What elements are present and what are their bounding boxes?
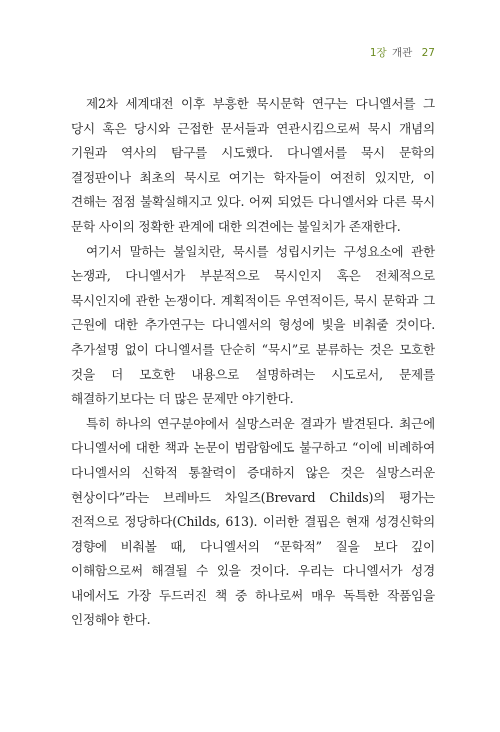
chapter-label: 1장: [369, 47, 387, 59]
page-number: 27: [421, 47, 435, 59]
body-text: [71, 92, 435, 633]
chapter-title: 개관: [391, 47, 413, 59]
paragraph-1: 제2차 세계대전 이후 부흥한 묵시문학 연구는 다니엘서를 그 당시 혹은 당시와 근접한 문서들과 연관시킴으로써 묵시 개념의 기원과 역사의 탐구를 시도했다. 다니엘서를 묵시 문학의 결정판이나 최초의 묵시로 여기는 학자들이 여전히 있지만, 이 견해는 점점 불확실해지고 있다. 어찌 되었든 다니엘서와 다른 묵시 문학 사이의 정확한 관계에 대한 의견에는 불일치가 존재한다.: [71, 96, 435, 234]
paragraph-3: 특히 하나의 연구분야에서 실망스러운 결과가 발견된다. 최근에 다니엘서에 대한 책과 논문이 범람함에도 불구하고 “이에 비례하여 다니엘서의 신학적 통찰력이 증대하지 않은 것은 실망스러운 현상이다”라는 브레바드 차일즈(Brevard Childs)의 평가는 전적으로 정당하다(Childs, 613). 이러한 결핍은 현재 성경신학의 경향에 비춰볼 때, 다니엘서의 “문학적” 질을 보다 깊이 이해함으로써 해결될 수 있을 것이다. 우리는 다니엘서가 성경 내에서도 가장 두드러진 책 중 하나로써 매우 독특한 작품임을 인정해야 한다.: [71, 415, 435, 628]
running-header: [370, 45, 435, 60]
paragraph-2: 여기서 말하는 불일치란, 묵시를 성립시키는 구성요소에 관한 논쟁과, 다니엘서가 부분적으로 묵시인지 혹은 전체적으로 묵시인지에 관한 논쟁이다. 계획적이든 우연적이든, 묵시 문학과 그 근원에 대한 추가연구는 다니엘서의 형성에 빛을 비춰줄 것이다. 추가설명 없이 다니엘서를 단순히 “묵시”로 분류하는 것은 모호한 것을 더 모호한 내용으로 설명하려는 시도로서, 문제를 해결하기보다는 더 많은 문제만 야기한다.: [71, 243, 435, 407]
